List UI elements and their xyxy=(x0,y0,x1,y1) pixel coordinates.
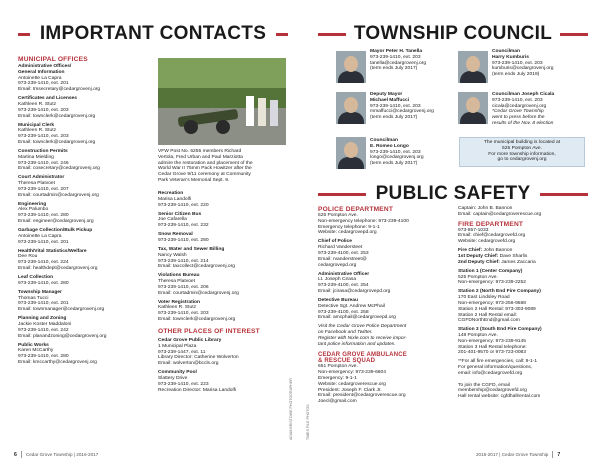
text-line: Station 2 Hall Rental email: xyxy=(458,312,517,318)
contact-title: Detective Bureau xyxy=(318,297,358,303)
text-line: 973-239-1410, ext. 203 xyxy=(370,103,421,109)
text-line: 973-239-1410, ext. 203 xyxy=(492,60,543,66)
contact-block xyxy=(158,273,288,296)
text-line: 973-239-1410, ext. 206 xyxy=(158,284,209,290)
text-line: Non-emergency: 973-256-9588 xyxy=(458,300,526,306)
text-line: Antoinette La Capra xyxy=(18,75,62,81)
contact-title: Administrative Officer xyxy=(318,271,370,277)
text-line: cedargrovepd.org xyxy=(318,262,357,268)
text-line: on Facebook and Twitter. xyxy=(318,330,373,336)
text-line: 973-239-1410, ext. 223 xyxy=(158,381,209,387)
text-line: mmaffucci@cedargrovenj.org xyxy=(370,109,434,115)
council-banner xyxy=(318,22,588,46)
text-line: tanella@cedargrovenj.org xyxy=(370,60,427,66)
text-line: membership@cedargrovefd.org xyxy=(458,388,527,394)
public-safety-banner xyxy=(318,182,588,206)
text-line: (term ends July 2017) xyxy=(370,66,418,72)
contact-title-2: General Information xyxy=(18,69,65,75)
contact-title: Municipal Clerk xyxy=(18,122,55,128)
text-line: 973-239-1410, ext. 201 xyxy=(18,301,69,307)
fire-chief-label: 1st Deputy Chief: xyxy=(458,253,499,259)
text-line: Non-emergency: 973-239-6604 xyxy=(318,370,386,376)
text-line: Email: wolverton@bccls.org xyxy=(158,361,219,367)
footer-left xyxy=(14,450,98,459)
text-line: 973-239-1410, ext. 201 xyxy=(18,81,69,87)
text-line: 973-239-1410, ext. 214 xyxy=(158,258,209,264)
text-line: go to cedargrovenj.org xyxy=(497,157,547,163)
contact-title: Construction Permits xyxy=(18,148,68,154)
council-banner-title: TOWNSHIP COUNCIL xyxy=(353,23,553,44)
contact-block xyxy=(18,202,148,225)
contact-block xyxy=(18,149,148,172)
council-role: Deputy Mayor xyxy=(370,92,403,97)
headshot-kumburis xyxy=(458,51,488,83)
text-line: Joecl@gmail.com xyxy=(318,399,357,405)
contact-title: Cedar Grove Public Library xyxy=(158,338,222,344)
text-line: VFW Post No. 6255 members Richard xyxy=(158,149,242,154)
text-line: World War II 75mm Pack Howitzer after the xyxy=(158,166,252,172)
contact-block xyxy=(318,239,448,268)
council-name: Harry Kumburis xyxy=(492,54,529,60)
text-line: 973-239-1410, ext. 246 xyxy=(18,160,69,166)
text-line: went to press before the xyxy=(492,115,545,121)
contact-title: Chief of Police xyxy=(318,239,352,245)
contact-block xyxy=(18,290,148,313)
contact-block xyxy=(158,338,288,367)
page-number-left: 6 xyxy=(14,451,17,458)
fire-chief-label: 2nd Deputy Chief: xyxy=(458,259,500,265)
contact-block xyxy=(158,232,288,244)
council-name: E. Romeo Longo xyxy=(370,143,409,149)
contact-title: Public Works xyxy=(18,342,49,348)
text-line: Kathleen R. Stutz xyxy=(18,101,57,107)
text-line: Joe Cafarella xyxy=(158,217,187,223)
fire-chief-name: John Bannon xyxy=(483,248,513,254)
text-line: Library Director: Catherine Wolverton xyxy=(158,355,239,361)
contact-title: Township Manager xyxy=(18,289,62,295)
text-line: Theresa Platvoet xyxy=(18,181,55,187)
contact-block xyxy=(18,123,148,146)
headshot-cicala xyxy=(458,92,488,124)
text-line: Email: townclerk@cedargrovenj.org xyxy=(18,139,96,145)
text-line: Jackie Koster Maddaloni xyxy=(18,321,72,327)
text-line: Website: cedargroverescue.org xyxy=(318,381,386,387)
text-line: For general information/questions, xyxy=(458,365,533,371)
fire-chief-name: Dave Sharlis xyxy=(499,253,528,259)
police-heading: POLICE DEPARTMENT xyxy=(318,206,394,213)
text-line: 973-239-1410, ext. 201 xyxy=(18,239,69,245)
text-line: Richard Vandersteet xyxy=(318,245,363,251)
text-line: Lt. Joseph Cirasa xyxy=(318,277,357,283)
text-line: Email: jcirasa@cedargrovepd.org xyxy=(318,288,391,294)
contact-block xyxy=(458,289,588,324)
text-line: 1 Municipal Plaza xyxy=(158,343,197,349)
contact-title: Violations Bureau xyxy=(158,273,200,279)
council-role: Councilman xyxy=(370,138,398,143)
text-line: 973-239-4100, ext. 253 xyxy=(318,250,369,256)
text-line: 973-239-1410, ext. 203 xyxy=(18,134,69,140)
contact-title: Station 1 (Center Company) xyxy=(458,268,523,274)
text-line: 525 Pompton Ave. xyxy=(318,213,358,218)
text-line: Emergency telephone: 9-1-1 xyxy=(318,224,380,230)
contact-title: Garbage Collection/Bulk Pickup xyxy=(18,228,93,234)
footer-right-text: 2016-2017 | Cedar Grove Township xyxy=(476,452,549,457)
text-line: 973-239-1447, ext. 11 xyxy=(158,349,206,355)
text-line: 525 Pompton Ave. xyxy=(458,274,498,280)
text-line: Alex Palumbo xyxy=(18,207,49,213)
text-line: To join the CGFD, email xyxy=(458,382,510,388)
text-line: 170 East Lindsley Road xyxy=(458,295,510,301)
text-line: kumburis@cedargrovenj.org xyxy=(492,66,554,72)
text-line: CGFDNorthEnd@gmail.com xyxy=(458,318,520,324)
text-line: 973-239-1410, ext. 280 xyxy=(18,213,69,219)
text-line: (term ends July 2019) xyxy=(492,72,540,78)
text-line: Website: cedargrovepd.org xyxy=(318,230,377,236)
headshot-maffucci xyxy=(336,92,366,124)
contact-title: Tax, Water and Sewer Billing xyxy=(158,246,225,252)
headshot-longo xyxy=(336,137,366,169)
text-line: 973-239-4100, ext. 258 xyxy=(318,309,369,315)
text-line: 973-239-1410, ext. 280 xyxy=(18,354,69,360)
text-line: Vertola, Fred Urban and Paul Marziotta xyxy=(158,154,243,160)
contact-title: Recreation xyxy=(158,191,184,196)
text-line: email: info@cedargrovefd.org xyxy=(458,371,523,377)
council-member-2 xyxy=(370,92,434,121)
text-line: Email: planandzoning@cedargrovenj.org xyxy=(18,333,107,339)
left-banner-title: IMPORTANT CONTACTS xyxy=(39,23,267,44)
text-line: 973-239-1410, ext. 203 xyxy=(158,311,209,317)
text-line: Email: courtadmin@cedargrovenj.org xyxy=(158,290,239,296)
contact-block xyxy=(158,247,288,270)
text-line: Station 3 Hall Rental telephone: xyxy=(458,344,527,350)
text-line: longo@cedargrovenj.org xyxy=(370,155,424,161)
contact-title: Planning and Zoning xyxy=(18,316,67,322)
contact-title: Station 2 (North End Fire Company) xyxy=(458,289,541,295)
text-line: Email: chief@cedargrovefd.org xyxy=(458,233,526,239)
text-line: Email: cosecretary@cedargrovenj.org xyxy=(18,166,100,172)
fire-column xyxy=(458,206,588,400)
text-line: cicala@cedargrovenj.org xyxy=(492,103,547,109)
text-line: 201-401-9570 or 973-723-0083 xyxy=(458,350,526,356)
other-places-heading: OTHER PLACES OF INTEREST xyxy=(158,327,260,335)
text-line: Kathleen R. Stutz xyxy=(158,305,197,311)
fire-heading: FIRE DEPARTMENT xyxy=(458,220,524,228)
headshot-tanella xyxy=(336,51,366,83)
text-line: Karen McCarthy xyxy=(18,348,54,354)
text-line: Email: kmccarthy@cedargrovenj.org xyxy=(18,359,97,365)
text-line: Non-emergency: 973-239-9145 xyxy=(458,338,526,344)
council-member-1 xyxy=(370,49,426,72)
text-line: Captain: John B. Bannon xyxy=(458,206,513,211)
text-line: Marisa Landolfi xyxy=(158,196,192,202)
ambulance-heading-2: & RESCUE SQUAD xyxy=(318,358,376,365)
contact-block xyxy=(158,212,288,229)
text-line: Email: healthdept@cedargrovenj.org xyxy=(18,266,98,272)
contact-block xyxy=(18,316,148,339)
text-line: Detective Sgt. Andrew McPhail xyxy=(318,303,385,309)
howitzer-photo xyxy=(158,58,286,145)
fire-chief-label: Fire Chief: xyxy=(458,248,483,254)
council-role: Councilman Joseph Cicala xyxy=(492,92,555,97)
text-line: Email: townclerk@cedargrovenj.org xyxy=(18,113,96,119)
photo-credit: ADAM BRISTOWE PHOTOGRAPHER xyxy=(289,378,293,440)
contact-block xyxy=(458,269,588,286)
text-line: 148 Pompton Ave. xyxy=(458,333,498,339)
text-line: 973-239-1410, ext. 203 xyxy=(492,97,543,103)
text-line: Emergency: 9-1-1 xyxy=(318,376,357,382)
text-line: Email: amcphail@cedargrovepd.org xyxy=(318,315,396,321)
contact-block xyxy=(458,327,588,356)
text-line: Hall rental website: cgfdhallrental.com xyxy=(458,394,541,400)
text-line: Antoinette La Capra xyxy=(18,233,62,239)
contact-block xyxy=(18,228,148,245)
footer-right xyxy=(476,450,560,459)
text-line: Theresa Platvoet xyxy=(158,279,195,285)
contact-block xyxy=(18,249,148,272)
text-line: Website: cedargrovefd.org xyxy=(458,239,516,245)
council-role: Councilman xyxy=(492,49,520,54)
text-line: Email: courtadmin@cedargrovenj.org xyxy=(18,192,99,198)
text-line: Kathleen R. Stutz xyxy=(18,128,57,134)
text-line: 973-239-1410, ext. 203 xyxy=(18,107,69,113)
contact-block xyxy=(18,275,148,287)
contact-title: Court Administrator xyxy=(18,175,65,181)
police-column xyxy=(318,206,448,405)
text-line: Email: captain@cedargroverescue.org xyxy=(458,211,542,217)
council-name: Michael Maffucci xyxy=(370,97,410,103)
contact-block xyxy=(158,191,288,208)
text-line: Cedar Grove 9/11 ceremony at Community xyxy=(158,172,251,178)
text-line: 973-239-1410, ext. 280 xyxy=(18,280,69,286)
photo-caption xyxy=(158,149,253,184)
text-line: Nancy Walsh xyxy=(158,252,187,258)
text-line: Register with Nixle.com to receive impor- xyxy=(318,335,407,341)
footer-left-text: Cedar Grove Township | 2016-2017 xyxy=(25,452,99,457)
council-member-5 xyxy=(492,92,554,127)
text-line: 525 Pompton Ave. xyxy=(502,145,542,151)
contact-block xyxy=(158,370,288,393)
file-photo-credit: TIMES FILE PHOTOS xyxy=(306,404,310,440)
contact-title: Senior Citizen Bus xyxy=(158,211,202,217)
contact-title: Voter Registration xyxy=(158,299,201,305)
text-line: President: Joseph F. Clark Jr. xyxy=(318,387,382,393)
municipal-col2 xyxy=(158,191,288,393)
text-line: 973-239-1410, ext. 224 xyxy=(18,260,69,266)
text-line: 973-239-1410, ext. 220 xyxy=(158,202,209,208)
text-line: 973-857-1033 xyxy=(458,227,489,233)
text-line: Email: townclerk@cedargrovenj.org xyxy=(158,317,236,323)
text-line: Thomas Tucci xyxy=(18,295,49,301)
contact-title: Health/Vital Statistics/Welfare xyxy=(18,248,87,254)
text-line: 973-239-1410, ext. 232 xyxy=(158,223,209,229)
text-line: Email: taxcollect@cedargrovenj.org xyxy=(158,264,235,270)
contact-block xyxy=(18,64,148,93)
text-line: Email: engineer@cedargrovenj.org xyxy=(18,219,94,225)
text-line: Email: tmsecretary@cedargrovenj.org xyxy=(18,87,101,93)
contact-block xyxy=(18,96,148,119)
council-role: Mayor Peter H. Tanella xyxy=(370,49,423,54)
text-line: tant police information and updates. xyxy=(318,341,396,347)
contact-title: Community Pool xyxy=(158,370,197,376)
text-line: Dee Rou xyxy=(18,254,38,260)
contact-block xyxy=(318,298,448,321)
text-line: 973-239-1410, ext. 203 xyxy=(370,54,421,60)
contact-block xyxy=(318,272,448,295)
council-member-4 xyxy=(492,49,554,78)
text-line: 973-239-1410, ext. 203 xyxy=(370,149,421,155)
fire-chief-row xyxy=(458,260,588,266)
council-member-3 xyxy=(370,138,424,167)
text-line: *Cedar Grove Township xyxy=(492,109,544,115)
contact-title: Certificates and Licenses xyxy=(18,96,77,102)
municipal-heading: MUNICIPAL OFFICES xyxy=(18,56,88,63)
text-line: (term ends July 2017) xyxy=(370,115,418,121)
text-line: (term ends July 2017) xyxy=(370,161,418,167)
text-line: Park Veteran's Memorial Sept. 9. xyxy=(158,177,230,183)
text-line: 973-239-1410, ext. 280 xyxy=(158,237,209,243)
text-line: Non-emergency: 973-239-2252 xyxy=(458,280,526,286)
contact-block xyxy=(158,300,288,323)
text-line: Non-emergency telephone: 973-239-4100 xyxy=(318,218,409,224)
public-safety-title: PUBLIC SAFETY xyxy=(375,183,531,204)
text-line: results of the Nov. 8 election xyxy=(492,120,554,126)
text-line: Recreation Director: Marisa Landolfi xyxy=(158,387,237,393)
page-number-right: 7 xyxy=(557,451,561,458)
text-line: Email: townmanager@cedargrovenj.org xyxy=(18,307,105,313)
text-line: 973-239-1410, ext. 242 xyxy=(18,327,69,333)
text-line: 973-239-4100, ext. 254 xyxy=(318,283,369,289)
text-line: Visit the Cedar Grove Police Department xyxy=(318,324,407,330)
text-line: Slattery Drive xyxy=(158,376,188,382)
text-line: Email: president@cedargroverescue.org xyxy=(318,393,406,399)
contact-title: Administrative Offices/ xyxy=(18,64,72,69)
ambulance-heading: CEDAR GROVE AMBULANCE xyxy=(318,352,407,359)
fire-chief-name: James Zaccaria xyxy=(501,259,536,265)
contact-title: Leaf Collection xyxy=(18,275,54,280)
municipal-col1 xyxy=(18,64,148,366)
text-line: **For all fire emergencies, call: 9-1-1 xyxy=(458,359,538,365)
text-line: For more township information, xyxy=(488,151,556,157)
text-line: Email: rvanderstreet@ xyxy=(318,256,367,262)
contact-title: Snow Removal xyxy=(158,232,193,238)
text-line: Martina Mielding xyxy=(18,154,54,160)
text-line: 651 Pompton Ave. xyxy=(318,364,358,370)
contact-title: Station 3 (South End Fire Company) xyxy=(458,327,542,333)
contact-block xyxy=(18,343,148,366)
text-line: 973-239-1410, ext. 207 xyxy=(18,186,69,192)
text-line: The municipal building is located at xyxy=(483,140,561,145)
contact-title: Engineering xyxy=(18,201,47,207)
text-line: Station 2 Hall Rental: 973-303-9089 xyxy=(458,306,536,312)
left-banner xyxy=(18,22,288,46)
municipal-building-notice xyxy=(459,137,585,167)
text-line: admire the restoration and placement of the xyxy=(158,160,253,166)
contact-block xyxy=(18,175,148,198)
